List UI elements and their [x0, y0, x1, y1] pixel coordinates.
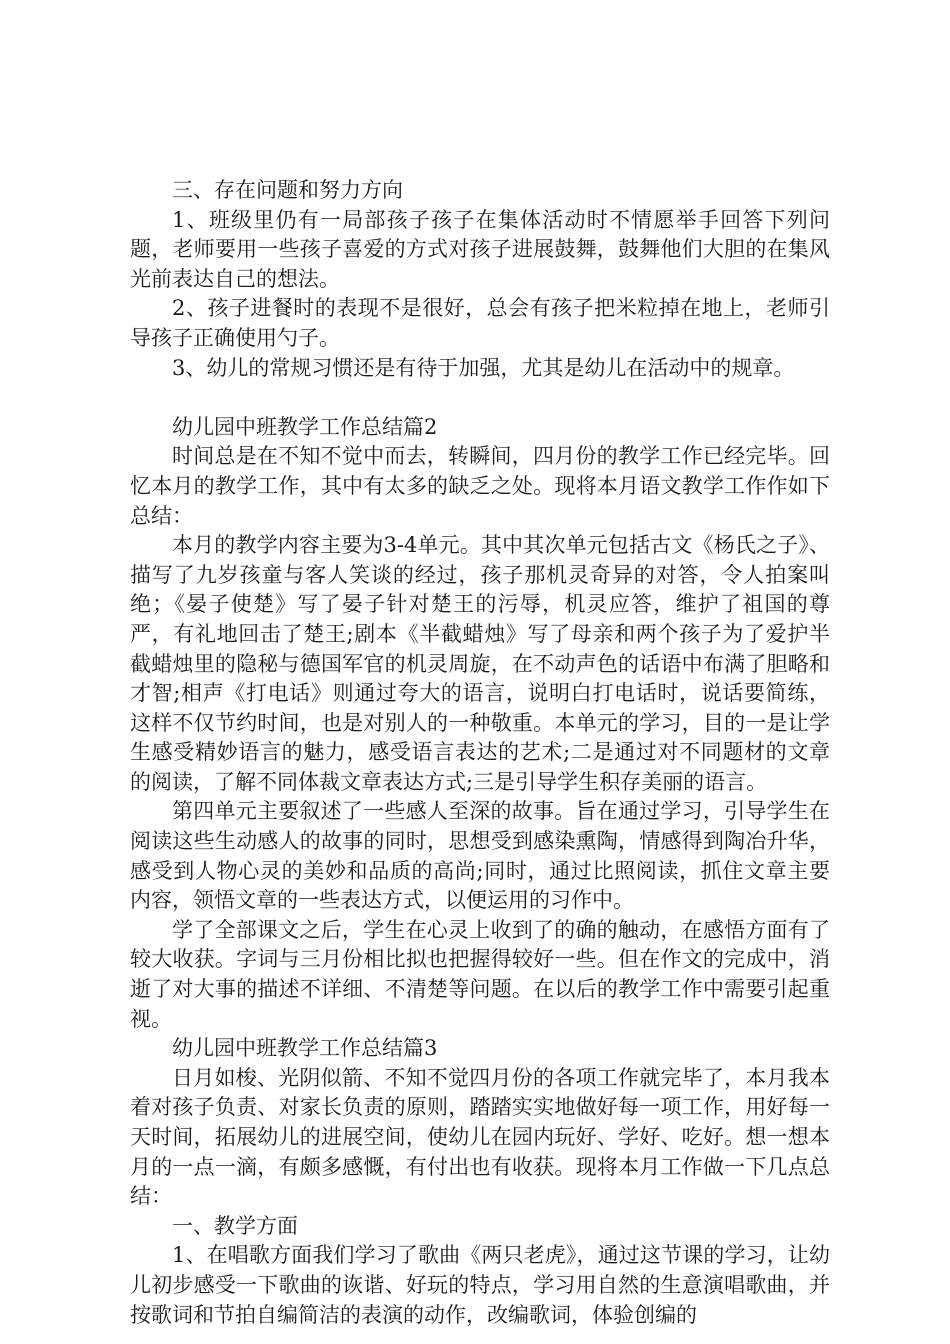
paragraph: 本月的教学内容主要为3-4单元。其中其次单元包括古文《杨氏之子》、描写了九岁孩童与客人笑谈的经过，孩子那机灵奇异的对答，令人拍案叫绝；《晏子使楚》写了晏子针对楚王的污辱，机灵应答，维护了祖国的尊严，有礼地回击了楚王;剧本《半截蜡烛》写了母亲和两个孩子为了爱护半截蜡烛里的隐秘与德国军官的机灵周旋，在不动声色的话语中布满了胆略和才智;相声《打电话》则通过夸大的语言，说明白打电话时，说话要简练，这样不仅节约时间，也是对别人的一种敬重。本单元的学习，目的一是让学生感受精妙语言的魅力，感受语言表达的艺术;二是通过对不同题材的文章的阅读，了解不同体裁文章表达方式;三是引导学生积存美丽的语言。 [130, 533, 830, 794]
section-heading: 一、教学方面 [172, 1213, 298, 1238]
paragraph: 日月如梭、光阴似箭、不知不觉四月份的各项工作就完毕了，本月我本着对孩子负责、对家长负责的原则，踏踏实实地做好每一项工作，用好每一天时间，拓展幼儿的进展空间，使幼儿在园内玩好、学好、吃好。想一想本月的一点一滴，有颇多感慨，有付出也有收获。现将本月工作做一下几点总结： [130, 1065, 830, 1209]
blank-line [130, 383, 830, 413]
section-heading: 三、存在问题和努力方向 [172, 178, 403, 202]
paragraph: 时间总是在不知不觉中而去，转瞬间，四月份的教学工作已经完毕。回忆本月的教学工作，其中有太多的缺乏之处。现将本月语文教学工作作如下总结： [130, 444, 830, 528]
document-body [130, 176, 830, 1330]
paragraph: 学了全部课文之后，学生在心灵上收到了的确的触动，在感悟方面有了较大收获。字词与三月份相比拟也把握得较好一些。但在作文的完成中，消逝了对大事的描述不详细、不清楚等问题。在以后的教学工作中需要引起重视。 [130, 917, 830, 1031]
article-title: 幼儿园中班教学工作总结篇3 [172, 1036, 438, 1061]
paragraph: 第四单元主要叙述了一些感人至深的故事。旨在通过学习，引导学生在阅读这些生动感人的故事的同时，思想受到感染熏陶，情感得到陶冶升华，感受到人物心灵的美妙和品质的高尚;同时，通过比照阅读，抓住文章主要内容，领悟文章的一些表达方式，以便运用的习作中。 [130, 799, 830, 913]
paragraph: 1、在唱歌方面我们学习了歌曲《两只老虎》，通过这节课的学习，让幼儿初步感受一下歌曲的诙谐、好玩的特点，学习用自然的生意演唱歌曲，并按歌词和节拍自编简洁的表演的动作，改编歌词，体验创编的 [130, 1243, 830, 1327]
paragraph: 2、孩子进餐时的表现不是很好，总会有孩子把米粒掉在地上，老师引导孩子正确使用勺子。 [130, 296, 830, 350]
paragraph: 1、班级里仍有一局部孩子孩子在集体活动时不情愿举手回答下列问题，老师要用一些孩子喜爱的方式对孩子进展鼓舞，鼓舞他们大胆的在集风光前表达自己的想法。 [130, 207, 830, 291]
article-title: 幼儿园中班教学工作总结篇2 [172, 414, 438, 439]
paragraph: 3、幼儿的常规习惯还是有待于加强，尤其是幼儿在活动中的规章。 [172, 355, 795, 380]
